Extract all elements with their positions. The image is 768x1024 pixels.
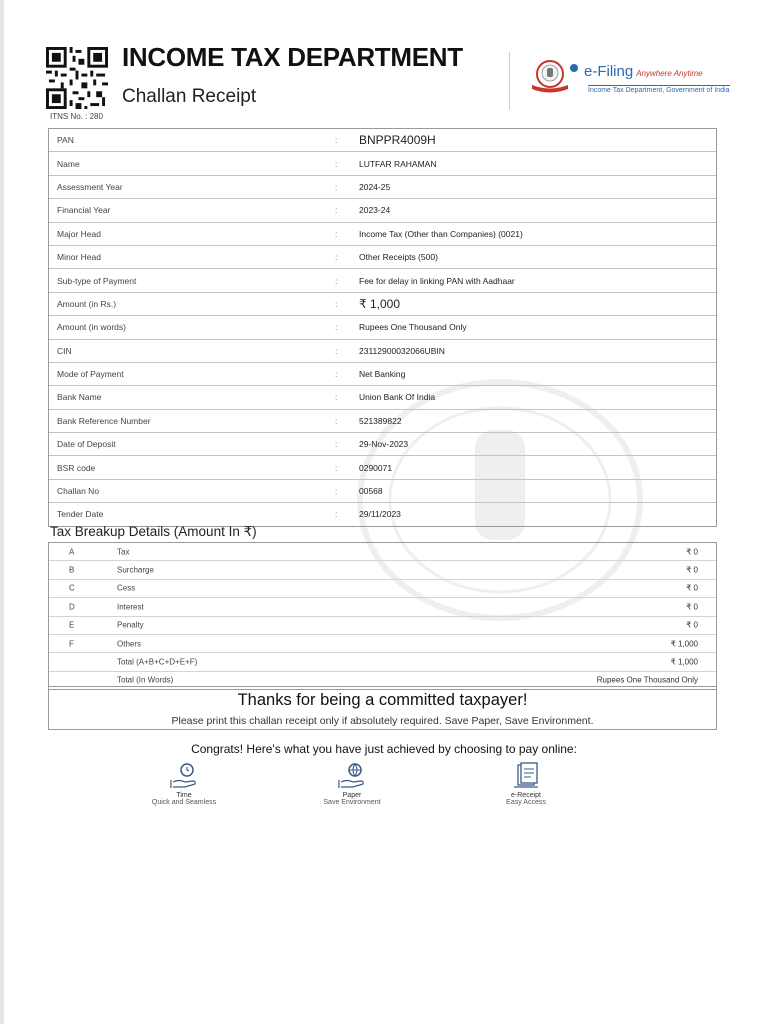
benefit-subtitle: Quick and Seamless — [151, 799, 217, 806]
breakup-code: A — [69, 547, 75, 557]
detail-row-date-of-deposit — [49, 433, 716, 456]
thanks-heading: Thanks for being a committed taxpayer! — [237, 691, 528, 709]
detail-value-tender-date: 29/11/2023 — [359, 509, 401, 520]
breakup-name: Surcharge — [117, 565, 154, 575]
breakup-code: D — [69, 602, 75, 612]
detail-label: Amount (in Rs.) — [57, 298, 117, 309]
detail-colon: : — [335, 158, 338, 169]
itns-number: ITNS No. : 280 — [50, 112, 103, 121]
detail-colon: : — [335, 252, 338, 263]
challan-details-table — [48, 128, 717, 527]
detail-colon: : — [335, 228, 338, 239]
qr-code-icon — [46, 47, 108, 109]
detail-colon: : — [335, 298, 338, 309]
efiling-tagline: Anywhere Anytime — [636, 69, 703, 78]
benefit-subtitle: Save Environment — [323, 799, 381, 806]
detail-label: Name — [57, 158, 80, 169]
breakup-amount: ₹ 0 — [686, 565, 698, 575]
benefit-title: e-Receipt — [511, 792, 541, 799]
detail-row-bank-name — [49, 386, 716, 409]
detail-label: Amount (in words) — [57, 322, 126, 333]
breakup-amount: ₹ 1,000 — [670, 657, 698, 667]
breakup-title: Tax Breakup Details (Amount In ₹) — [50, 524, 257, 539]
detail-row-amount-words — [49, 316, 716, 339]
detail-row-assessment-year — [49, 176, 716, 199]
detail-colon: : — [335, 509, 338, 520]
detail-value-financial-year: 2023-24 — [359, 205, 391, 216]
detail-colon: : — [335, 135, 338, 146]
detail-value-assessment-year: 2024-25 — [359, 181, 391, 192]
detail-value-bank-reference: 521389822 — [359, 415, 402, 426]
detail-label: Tender Date — [57, 509, 104, 520]
breakup-name: Tax — [117, 547, 130, 557]
breakup-amount: ₹ 0 — [686, 547, 698, 557]
congrats-text: Congrats! Here's what you have just achieved by choosing to pay online: — [191, 742, 577, 756]
detail-label: Challan No — [57, 486, 100, 497]
breakup-amount: Rupees One Thousand Only — [596, 675, 698, 685]
page-edge — [0, 0, 4, 1024]
clock-hand-icon — [167, 762, 201, 790]
breakup-row-interest — [49, 598, 716, 616]
detail-value-amount: ₹ 1,000 — [359, 296, 400, 311]
detail-colon: : — [335, 275, 338, 286]
detail-label: Sub-type of Payment — [57, 275, 137, 286]
detail-colon: : — [335, 181, 338, 192]
benefit-ereceipt — [466, 762, 586, 806]
detail-colon: : — [335, 322, 338, 333]
efiling-title — [584, 63, 703, 80]
breakup-code: E — [69, 620, 75, 630]
breakup-code: C — [69, 583, 75, 593]
page-subtitle: Challan Receipt — [122, 86, 257, 107]
detail-row-challan-no — [49, 480, 716, 503]
detail-label: Mode of Payment — [57, 369, 124, 380]
breakup-amount: ₹ 1,000 — [670, 639, 698, 649]
detail-row-major-head — [49, 223, 716, 246]
detail-value-name: LUTFAR RAHAMAN — [359, 158, 437, 169]
breakup-amount: ₹ 0 — [686, 620, 698, 630]
detail-colon: : — [335, 486, 338, 497]
benefit-time — [124, 762, 244, 806]
detail-label: BSR code — [57, 462, 96, 473]
detail-value-bank-name: Union Bank Of India — [359, 392, 436, 403]
detail-colon: : — [335, 345, 338, 356]
detail-value-minor-head: Other Receipts (500) — [359, 252, 438, 263]
detail-row-bsr-code — [49, 456, 716, 479]
breakup-name: Total (In Words) — [117, 675, 174, 685]
detail-value-pan: BNPPR4009H — [359, 133, 436, 148]
breakup-row-penalty — [49, 617, 716, 635]
benefit-paper — [292, 762, 412, 806]
detail-colon: : — [335, 439, 338, 450]
detail-row-mode-of-payment — [49, 363, 716, 386]
efiling-title-text: e-Filing — [584, 63, 634, 80]
detail-label: Minor Head — [57, 252, 101, 263]
header-divider — [509, 52, 510, 110]
detail-colon: : — [335, 205, 338, 216]
efiling-subtitle: Income Tax Department, Government of India — [588, 87, 730, 94]
breakup-row-surcharge — [49, 561, 716, 579]
detail-colon: : — [335, 415, 338, 426]
detail-row-bank-reference — [49, 410, 716, 433]
thanks-box — [48, 686, 717, 730]
breakup-row-tax — [49, 543, 716, 561]
detail-label: Date of Deposit — [57, 439, 116, 450]
detail-label: Major Head — [57, 228, 101, 239]
breakup-name: Total (A+B+C+D+E+F) — [117, 657, 198, 667]
breakup-name: Others — [117, 639, 142, 649]
detail-row-cin — [49, 340, 716, 363]
breakup-code: F — [69, 639, 74, 649]
detail-label: CIN — [57, 345, 72, 356]
detail-row-name — [49, 152, 716, 175]
breakup-row-total — [49, 653, 716, 671]
detail-value-challan-no: 00568 — [359, 486, 383, 497]
detail-colon: : — [335, 392, 338, 403]
detail-label: Assessment Year — [57, 181, 123, 192]
breakup-name: Interest — [117, 602, 144, 612]
detail-value-cin: 23112900032066UBIN — [359, 345, 445, 356]
detail-row-sub-type — [49, 269, 716, 292]
breakup-code: B — [69, 565, 75, 575]
detail-label: Bank Reference Number — [57, 415, 151, 426]
detail-value-mode-of-payment: Net Banking — [359, 369, 406, 380]
emblem-icon — [528, 58, 580, 98]
detail-row-financial-year — [49, 199, 716, 222]
benefit-subtitle: Easy Access — [506, 799, 546, 806]
detail-colon: : — [335, 369, 338, 380]
detail-value-major-head: Income Tax (Other than Companies) (0021) — [359, 228, 523, 239]
benefit-title: Time — [176, 792, 192, 799]
breakup-amount: ₹ 0 — [686, 583, 698, 593]
receipt-header — [0, 0, 768, 125]
detail-row-amount — [49, 293, 716, 316]
detail-label: PAN — [57, 135, 74, 146]
breakup-amount: ₹ 0 — [686, 602, 698, 612]
page-title: INCOME TAX DEPARTMENT — [122, 42, 463, 72]
detail-value-sub-type: Fee for delay in linking PAN with Aadhaar — [359, 275, 515, 286]
detail-value-bsr-code: 0290071 — [359, 462, 393, 473]
tax-breakup-table — [48, 542, 717, 690]
detail-row-tender-date — [49, 503, 716, 525]
breakup-name: Cess — [117, 583, 136, 593]
thanks-note: Please print this challan receipt only if absolutely required. Save Paper, Save Environment. — [171, 715, 594, 727]
detail-label: Financial Year — [57, 205, 111, 216]
detail-value-date-of-deposit: 29-Nov-2023 — [359, 439, 409, 450]
globe-hand-icon — [335, 762, 369, 790]
breakup-row-cess — [49, 580, 716, 598]
detail-colon: : — [335, 462, 338, 473]
detail-row-minor-head — [49, 246, 716, 269]
benefit-title: Paper — [342, 792, 362, 799]
detail-value-amount-words: Rupees One Thousand Only — [359, 322, 467, 333]
e-receipt-icon — [509, 762, 543, 790]
breakup-name: Penalty — [117, 620, 144, 630]
detail-row-pan — [49, 129, 716, 152]
detail-label: Bank Name — [57, 392, 102, 403]
efiling-logo — [528, 58, 730, 104]
breakup-row-others — [49, 635, 716, 653]
